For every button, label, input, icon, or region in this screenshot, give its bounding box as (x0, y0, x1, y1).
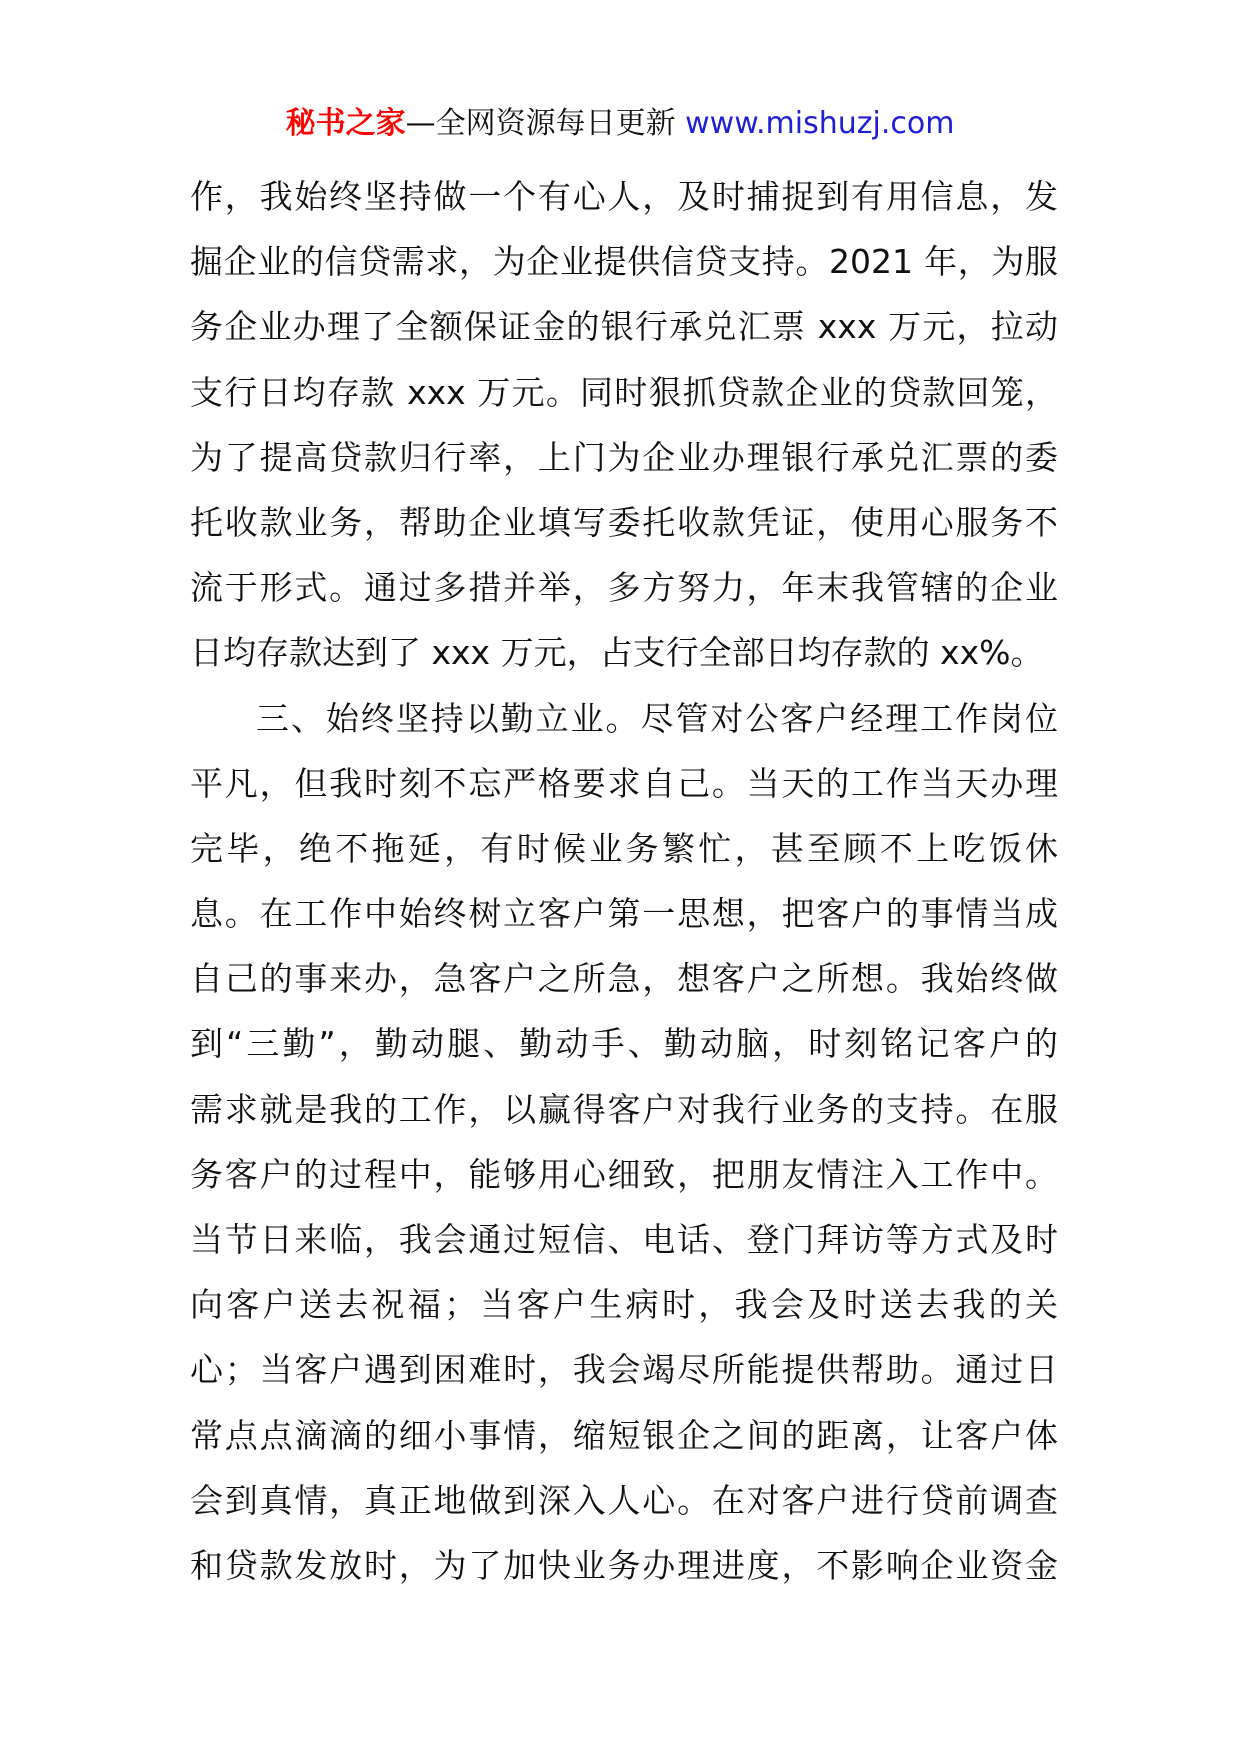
section-heading-line: 三、始终坚持以勤立业。尽管对公客户经理工作岗位 (256, 698, 1058, 738)
text-line: 作，我始终坚持做一个有心人，及时捕捉到有用信息，发 (190, 177, 1058, 216)
text-line: 平凡，但我时刻不忘严格要求自己。当天的工作当天办理 (190, 763, 1058, 803)
text-line: 掘企业的信贷需求，为企业提供信贷支持。2021 年，为服 (190, 242, 1058, 282)
text-line: 务企业办理了全额保证金的银行承兑汇票 xxx 万元，拉动 (190, 307, 1058, 347)
text-line: 会到真情，真正地做到深入人心。在对客户进行贷前调查 (190, 1480, 1058, 1520)
text-line: 常点点滴滴的细小事情，缩短银企之间的距离，让客户体 (190, 1415, 1058, 1455)
text-line: 完毕，绝不拖延，有时候业务繁忙，甚至顾不上吃饭休 (190, 828, 1058, 868)
text-line: 和贷款发放时，为了加快业务办理进度，不影响企业资金 (190, 1545, 1058, 1585)
text-line: 托收款业务，帮助企业填写委托收款凭证，使用心服务不 (190, 502, 1058, 542)
text-line: 到“三勤”，勤动腿、勤动手、勤动脑，时刻铭记客户的 (190, 1024, 1058, 1064)
text-line: 流于形式。通过多措并举，多方努力，年末我管辖的企业 (190, 568, 1058, 608)
text-line: 需求就是我的工作，以赢得客户对我行业务的支持。在服 (190, 1089, 1058, 1129)
text-line: 向客户送去祝福；当客户生病时，我会及时送去我的关 (190, 1285, 1058, 1325)
site-url-link[interactable]: www.mishuzj.com (685, 106, 955, 141)
text-line: 务客户的过程中，能够用心细致，把朋友情注入工作中。 (190, 1154, 1058, 1194)
text-line: 当节日来临，我会通过短信、电话、登门拜访等方式及时 (190, 1220, 1058, 1259)
text-line: 心；当客户遇到困难时，我会竭尽所能提供帮助。通过日 (190, 1350, 1058, 1390)
site-tagline: —全网资源每日更新 (405, 106, 676, 141)
site-brand: 秘书之家 (285, 106, 406, 141)
text-line: 支行日均存款 xxx 万元。同时狠抓贷款企业的贷款回笼， (190, 372, 1058, 412)
site-header (0, 102, 1240, 146)
text-line: 息。在工作中始终树立客户第一思想，把客户的事情当成 (190, 894, 1058, 934)
document-body (190, 164, 1058, 1598)
text-line: 日均存款达到了 xxx 万元，占支行全部日均存款的 xx%。 (190, 633, 1044, 673)
text-line: 自己的事来办，急客户之所急，想客户之所想。我始终做 (190, 959, 1058, 999)
text-line: 为了提高贷款归行率，上门为企业办理银行承兑汇票的委 (190, 437, 1058, 477)
